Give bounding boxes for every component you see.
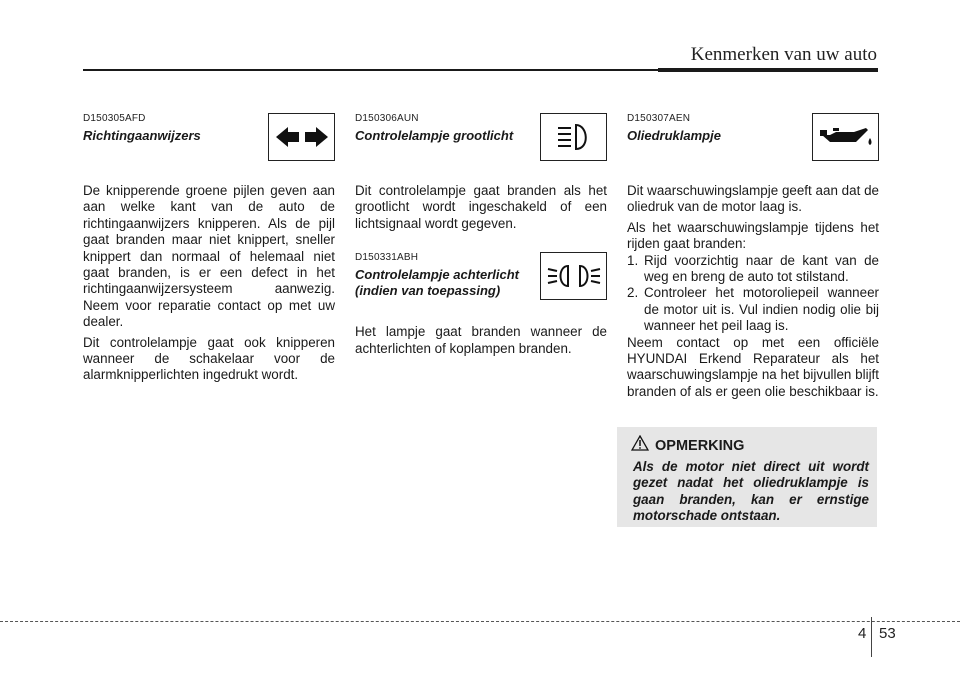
step-text: Controleer het motoroliepeil wanneer de motor uit is. Vul indien nodig olie bij wanneer het peil laag is. (644, 285, 879, 334)
section-title: Controlelampje grootlicht (355, 128, 514, 143)
section-title: Oliedruklampje (627, 128, 721, 143)
paragraph: De knipperende groene pijlen geven aan aan welke kant van de auto de richtingaanwijzers knipperen. Als de pijl gaat branden maar niet knippert, sneller knippert dan normaal of helemaal niet gaat branden, is er een defect in het richtingaanwijzersysteem aanwezig. Neem voor reparatie contact op met uw dealer. (83, 183, 335, 330)
section-head-turn-signals (83, 113, 335, 163)
section-head-oil-pressure (627, 113, 879, 163)
steps-list (627, 253, 879, 335)
footer-rule (0, 621, 960, 622)
oil-can-icon (812, 113, 879, 161)
section-code: D150305AFD (83, 113, 146, 124)
note-header (631, 435, 744, 456)
section-code: D150306AUN (355, 113, 419, 124)
turn-signal-arrows-icon (268, 113, 335, 161)
list-item (627, 253, 879, 286)
section-title-line1: Controlelampje achterlicht (355, 267, 519, 283)
step-number: 2. (627, 285, 639, 301)
high-beam-icon (540, 113, 607, 161)
section-code: D150331ABH (355, 252, 419, 264)
paragraph: Neem contact op met een officiële HYUNDAI Erkend Reparateur als het waarschuwingslampje na het bijvullen blijft branden of als er geen olie beschikbaar is. (627, 334, 879, 399)
page-number: 53 (879, 625, 896, 642)
header-rule-accent (658, 68, 878, 72)
paragraph: Dit controlelampje gaat branden als het grootlicht wordt ingeschakeld of een lichtsignaal wordt gegeven. (355, 183, 607, 231)
paragraph: Dit controlelampje gaat ook knipperen wanneer de schakelaar voor de alarmknipperlichten ingedrukt wordt. (83, 334, 335, 383)
paragraph: Als het waarschuwingslampje tijdens het rijden gaat branden: (627, 219, 879, 252)
column-oil-pressure (627, 113, 879, 400)
column-turn-signals (83, 113, 335, 384)
tail-lamp-icon (540, 252, 607, 300)
section-head-tail-lamp (355, 252, 607, 304)
section-head-high-beam (355, 113, 607, 163)
section-code: D150307AEN (627, 113, 691, 124)
note-box (617, 427, 877, 527)
list-item (627, 285, 879, 334)
footer-separator (871, 617, 872, 657)
chapter-number: 4 (858, 625, 867, 642)
warning-triangle-icon (631, 435, 649, 456)
paragraph: Het lampje gaat branden wanneer de achterlichten of koplampen branden. (355, 324, 607, 356)
step-text: Rijd voorzichtig naar de kant van de weg en breng de auto tot stilstand. (644, 252, 879, 285)
step-number: 1. (627, 252, 639, 268)
section-title: Richtingaanwijzers (83, 128, 201, 143)
note-title: OPMERKING (655, 437, 745, 454)
section-title-line2: (indien van toepassing) (355, 283, 501, 299)
column-lamps (355, 113, 607, 357)
paragraph: Dit waarschuwingslampje geeft aan dat de oliedruk van de motor laag is. (627, 183, 879, 215)
header-title: Kenmerken van uw auto (690, 44, 877, 65)
note-text: Als de motor niet direct uit wordt gezet nadat het oliedruklampje is gaan branden, kan er ernstige motorschade ontstaan. (633, 459, 869, 524)
